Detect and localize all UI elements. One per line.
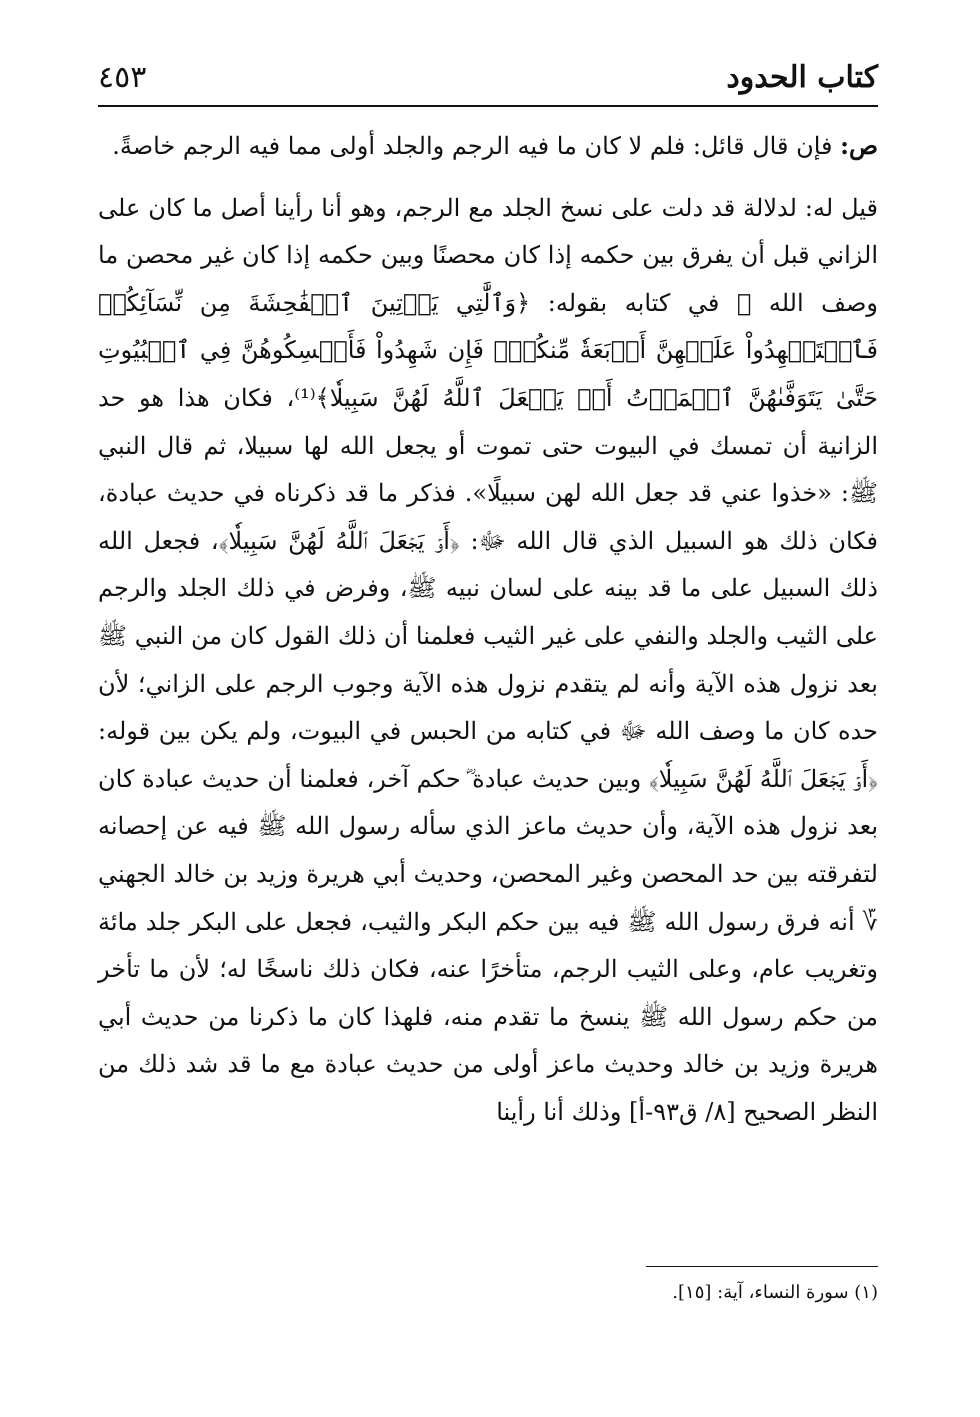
footnote-divider — [646, 1266, 878, 1267]
paragraph-marker: ص: — [840, 131, 878, 160]
footnote: (١) سورة النساء، آية: [١٥]. — [672, 1282, 878, 1303]
page-number: ٤٥٣ — [98, 60, 147, 95]
page-header — [98, 58, 878, 102]
question-text: فإن قال قائل: فلم لا كان ما فيه الرجم والجلد أولى مما فيه الرجم خاصةً. — [112, 132, 833, 160]
book-title: كتاب الحدود — [726, 60, 878, 95]
main-text — [98, 122, 878, 1136]
paragraph-answer: قيل له: لدلالة قد دلت على نسخ الجلد مع الرجم، وهو أنا رأينا أصل ما كان على الزاني قبل أن يفرق بين حكمه إذا كان محصنًا وبين حكمه إذا كان غير محصن ما وصف الله ﷻ في كتابه بقوله: ﴿وَٱلَّٰتِي يَأۡتِينَ ٱلۡفَٰحِشَةَ مِن نِّسَآئِكُمۡ فَٱسۡتَشۡهِدُواْ عَلَيۡهِنَّ أَرۡبَعَةٗ مِّنكُمۡۖ فَإِن شَهِدُواْ فَأَمۡسِكُوهُنَّ فِي ٱلۡبُيُوتِ حَتَّىٰ يَتَوَفَّىٰهُنَّ ٱلۡمَوۡتُ أَوۡ يَجۡعَلَ ٱللَّهُ لَهُنَّ سَبِيلٗا﴾⁽¹⁾، فكان هذا هو حد الزانية أن تمسك في البيوت حتى تموت أو يجعل الله لها سبيلا، ثم قال النبي ﷺ: «خذوا عني قد جعل الله لهن سبيلًا». فذكر ما قد ذكرناه في حديث عبادة، فكان ذلك هو السبيل الذي قال الله ﷻ: ﴿أَوۡ يَجۡعَلَ ٱللَّهُ لَهُنَّ سَبِيلٗا﴾، فجعل الله ذلك السبيل على ما قد بينه على لسان نبيه ﷺ، وفرض في ذلك الجلد والرجم على الثيب والجلد والنفي على غير الثيب فعلمنا أن ذلك القول كان من النبي ﷺ بعد نزول هذه الآية وأنه لم يتقدم نزول هذه الآية وجوب الرجم على الزاني؛ لأن حده كان ما وصف الله ﷻ في كتابه من الحبس في البيوت، ولم يكن بين قوله: ﴿أَوۡ يَجۡعَلَ ٱللَّهُ لَهُنَّ سَبِيلٗا﴾ وبين حديث عبادة ؓ حكم آخر، فعلمنا أن حديث عبادة كان بعد نزول هذه الآية، وأن حديث ماعز الذي سأله رسول الله ﷺ فيه عن إحصانه لتفرقته بين حد المحصن وغير المحصن، وحديث أبي هريرة وزيد بن خالد الجهني ؆ أنه فرق رسول الله ﷺ فيه بين حكم البكر والثيب، فجعل على البكر جلد مائة وتغريب عام، وعلى الثيب الرجم، متأخرًا عنه، فكان ذلك ناسخًا له؛ لأن ما تأخر من حكم رسول الله ﷺ ينسخ ما تقدم منه، فلهذا كان ما ذكرنا من حديث أبي هريرة وزيد بن خالد وحديث ماعز أولى من حديث عبادة مع ما قد شد ذلك من النظر الصحيح [٨/ ق٩٣-أ] وذلك أنا رأينا — [98, 193, 879, 1126]
paragraph-question — [98, 122, 878, 171]
header-divider — [98, 105, 878, 107]
